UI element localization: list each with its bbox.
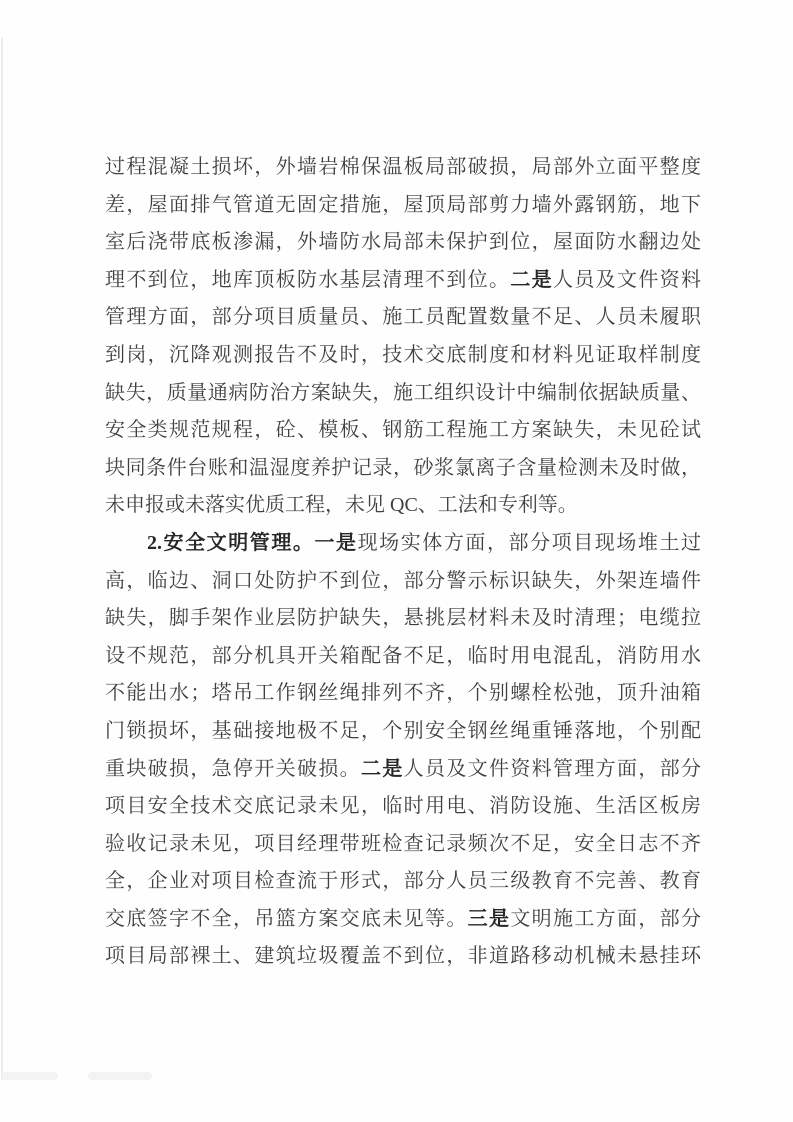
text-line [105,600,701,638]
text-line [105,337,701,375]
bold-text-segment: 二是 [361,757,404,780]
text-line [105,450,701,488]
text-line [105,788,701,826]
text-line [105,299,701,337]
text-segment: 重块破损，急停开关破损。 [105,757,361,780]
text-line [105,149,701,187]
text-line [105,713,701,751]
text-segment: 安全类规范规程，砼、模板、钢筋工程施工方案缺失，未见砼试 [105,419,701,442]
text-segment: 差，屋面排气管道无固定措施，屋顶局部剪力墙外露钢筋，地下 [105,193,701,216]
text-segment: 缺失，质量通病防治方案缺失，施工组织设计中编制依据缺质量、 [105,381,701,404]
paragraph-safety-civilized-management [105,525,701,976]
text-line [105,375,701,413]
scan-smudge-artifact [88,1072,152,1080]
text-segment: 验收记录未见，项目经理带班检查记录频次不足，安全日志不齐 [105,832,701,855]
text-segment: 室后浇带底板渗漏，外墙防水局部未保护到位，屋面防水翻边处 [105,231,701,254]
text-segment: 项目局部裸土、建筑垃圾覆盖不到位，非道路移动机械未悬挂环 [105,945,701,968]
text-segment: 人员及文件资料 [553,268,701,291]
text-line [105,938,701,976]
text-segment: 人员及文件资料管理方面，部分 [403,757,701,780]
bold-text-segment: 二是 [510,268,554,291]
scan-edge-artifact [1,38,3,1080]
text-segment: 文明施工方面，部分 [510,907,701,930]
document-body [105,149,701,976]
text-segment: 全，企业对项目检查流于形式，部分人员三级教育不完善、教育 [105,870,701,893]
text-line [105,863,701,901]
text-line [105,751,701,789]
text-segment: 过程混凝土损坏，外墙岩棉保温板局部破损，局部外立面平整度 [105,156,701,178]
text-segment: 缺失，脚手架作业层防护缺失，悬挑层材料未及时清理；电缆拉 [105,607,701,630]
text-segment: 理不到位，地库顶板防水基层清理不到位。 [105,268,511,291]
text-segment: 现场实体方面，部分项目现场堆土过 [357,531,701,554]
text-segment: 交底签字不全，吊篮方案交底未见等。 [105,907,468,930]
bold-text-segment: 三是 [467,907,511,930]
text-line [105,262,701,300]
paragraph-quality-management-continued [105,149,701,525]
text-line [105,525,701,563]
text-segment: 门锁损坏，基础接地极不足，个别安全钢丝绳重锤落地，个别配 [105,719,701,742]
text-line [105,224,701,262]
text-line [105,487,701,525]
text-segment: 未申报或未落实优质工程，未见 QC、工法和专利等。 [105,494,578,517]
bold-text-segment: 一是 [314,531,358,554]
text-segment: 管理方面，部分项目质量员、施工员配置数量不足、人员未履职 [105,306,701,329]
text-line [105,412,701,450]
text-line [105,826,701,864]
bold-text-segment: 2.安全文明管理。 [147,531,315,554]
text-segment: 到岗，沉降观测报告不及时，技术交底制度和材料见证取样制度 [105,343,701,366]
text-segment: 设不规范，部分机具开关箱配备不足，临时用电混乱，消防用水 [105,644,701,667]
text-line [105,638,701,676]
text-segment: 块同条件台账和温湿度养护记录，砂浆氯离子含量检测未及时做， [105,456,701,479]
text-line [105,187,701,225]
text-segment: 项目安全技术交底记录未见，临时用电、消防设施、生活区板房 [105,795,701,818]
text-line [105,563,701,601]
text-line [105,901,701,939]
scan-smudge-artifact [2,1072,58,1080]
text-line [105,675,701,713]
text-segment: 不能出水；塔吊工作钢丝绳排列不齐，个别螺栓松弛，顶升油箱 [105,682,701,705]
text-segment: 高，临边、洞口处防护不到位，部分警示标识缺失，外架连墙件 [105,569,701,592]
